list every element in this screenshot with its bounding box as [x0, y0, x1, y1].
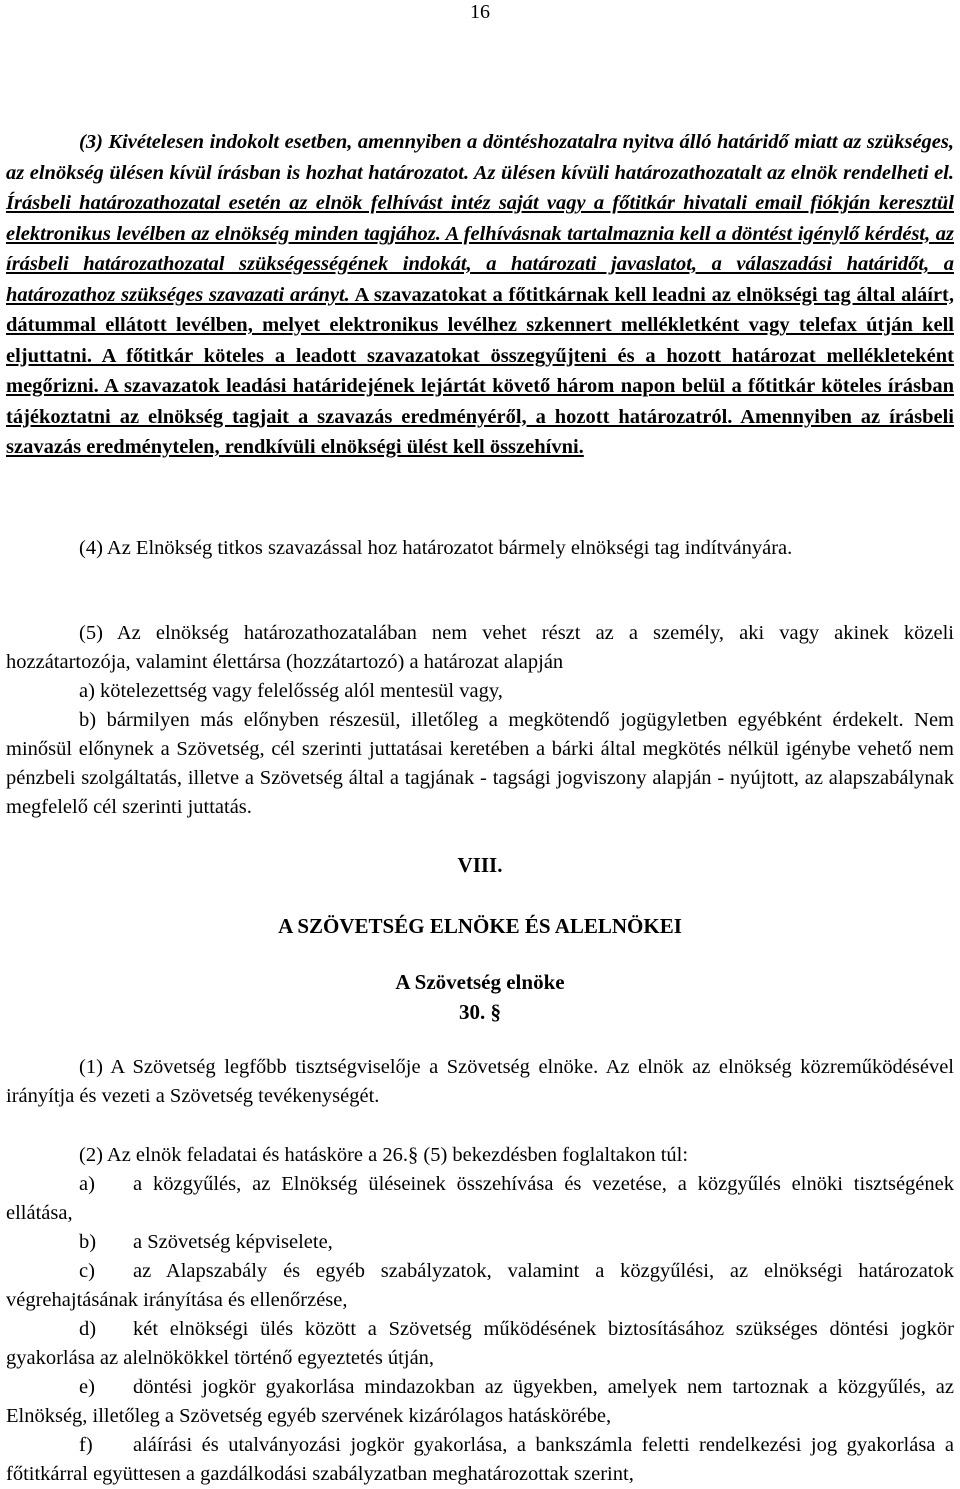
paragraph-5-intro: (5) Az elnökség határozathozatalában nem vehet részt az a személy, aki vagy akinek közeli hozzátartozója, valamint élettársa (hozzátartozó) a határozat alapján	[6, 622, 954, 673]
paragraph-3-part-a: (3) Kivételesen indokolt esetben, amennyiben a döntéshozatalra nyitva álló határidő miatt az szükséges, az elnökség ülésen kívül írásban is hozhat határozatot. Az ülésen kívüli határozathozatalt az elnök rendelheti el.	[6, 131, 954, 184]
page-number: 16	[470, 1, 490, 23]
paragraph-5	[6, 619, 954, 822]
list-item-text: a Szövetség képviselete,	[133, 1231, 333, 1253]
chapter-number: VIII.	[457, 853, 503, 877]
list-item-label: a)	[79, 1173, 95, 1195]
paragraph-5-item-b: b) bármilyen más előnyben részesül, illetőleg a megkötendő jogügyletben egyébként érdekelt. Nem minősül előnynek a Szövetség, cél szerinti juttatásai keretében a bárki által megkötés nélkül igénybe vehető nem pénzbeli szolgáltatás, illetve a Szövetség által a tagjának - tagsági jogviszony alapján - nyújtott, az alapszabálynak megfelelő cél szerinti juttatás.	[6, 709, 954, 818]
paragraph-3-part-c: A szavazatokat a főtitkárnak kell leadni az elnökségi tag által aláírt, dátummal ellátott levélben, melyet elektronikus levélhez szkennert mellékletként vagy telefax útján kell eljuttatni. A főtitkár köteles a leadott szavazatokat összegyűjteni és a hozott határozat mellékleteként megőrizni.	[6, 283, 955, 397]
paragraph-4: (4) Az Elnökség titkos szavazással hoz határozatot bármely elnökségi tag indítványára.	[79, 537, 793, 559]
list-item	[6, 1170, 954, 1228]
paragraph-3	[6, 127, 954, 463]
chapter-title: A SZÖVETSÉG ELNÖKE ÉS ALELNÖKEI	[278, 914, 682, 938]
paragraph-3-part-d: A szavazatok leadási határidejének lejártát követő három napon belül a főtitkár köteles írásban tájékoztatni az elnökség tagjait a szavazás eredményéről, a hozott határozatról. Amennyiben az írásbeli szavazás eredménytelen, rendkívüli elnökségi ülést kell összehívni.	[6, 375, 954, 458]
list-item	[6, 1373, 954, 1431]
list-item-text: két elnökségi ülés között a Szövetség működésének biztosításához szükséges döntési jogkör gyakorlása az alelnökökkel történő egyeztetés útján,	[6, 1318, 954, 1369]
paragraph-3-part-b: Írásbeli határozathozatal esetén az elnök felhívást intéz saját vagy a főtitkár hivatali email fiókján keresztül elektronikus levélben az elnökség minden tagjához. A felhívásnak tartalmaznia kell a döntést igénylő kérdést, az írásbeli határozathozatal szükségességének indokát, a határozati javaslatot, a válaszadási határidőt, a határozathoz szükséges szavazati arányt.	[6, 192, 954, 306]
list-item-label: f)	[79, 1434, 93, 1456]
list-item-text: döntési jogkör gyakorlása mindazokban az ügyekben, amelyek nem tartoznak a közgyűlés, az Elnökség, illetőleg a Szövetség egyéb szervének kizárólagos hatáskörébe,	[6, 1376, 954, 1427]
section-30-paragraph-2-intro: (2) Az elnök feladatai és hatásköre a 26.§ (5) bekezdésben foglaltakon túl:	[79, 1144, 689, 1166]
list-item	[6, 1257, 954, 1315]
list-item-text: az Alapszabály és egyéb szabályzatok, valamint a közgyűlési, az elnökségi határozatok végrehajtásának irányítása és ellenőrzése,	[6, 1260, 954, 1311]
paragraph-5-item-a: a) kötelezettség vagy felelősség alól mentesül vagy,	[79, 680, 503, 702]
list-item	[6, 1228, 954, 1257]
section-number: 30. §	[459, 1000, 501, 1024]
list-item-label: c)	[79, 1260, 95, 1282]
list-item	[6, 1431, 954, 1489]
list-item	[6, 1315, 954, 1373]
section-30-paragraph-1: (1) A Szövetség legfőbb tisztségviselője a Szövetség elnöke. Az elnök az elnökség közreműködésével irányítja és vezeti a Szövetség tevékenységét.	[6, 1056, 954, 1107]
section-subtitle: A Szövetség elnöke	[395, 970, 565, 994]
list-item-label: b)	[79, 1231, 97, 1253]
list-item-label: e)	[79, 1376, 95, 1398]
list-item-label: d)	[79, 1318, 97, 1340]
list-item-text: a közgyűlés, az Elnökség üléseinek összehívása és vezetése, a közgyűlés elnöki tisztségének ellátása,	[6, 1173, 954, 1224]
section-30-paragraph-2	[6, 1141, 954, 1489]
list-item-text: aláírási és utalványozási jogkör gyakorlása, a bankszámla feletti rendelkezési jog gyakorlása a főtitkárral együttesen a gazdálkodási szabályzatban meghatározottak szerint,	[6, 1434, 954, 1485]
